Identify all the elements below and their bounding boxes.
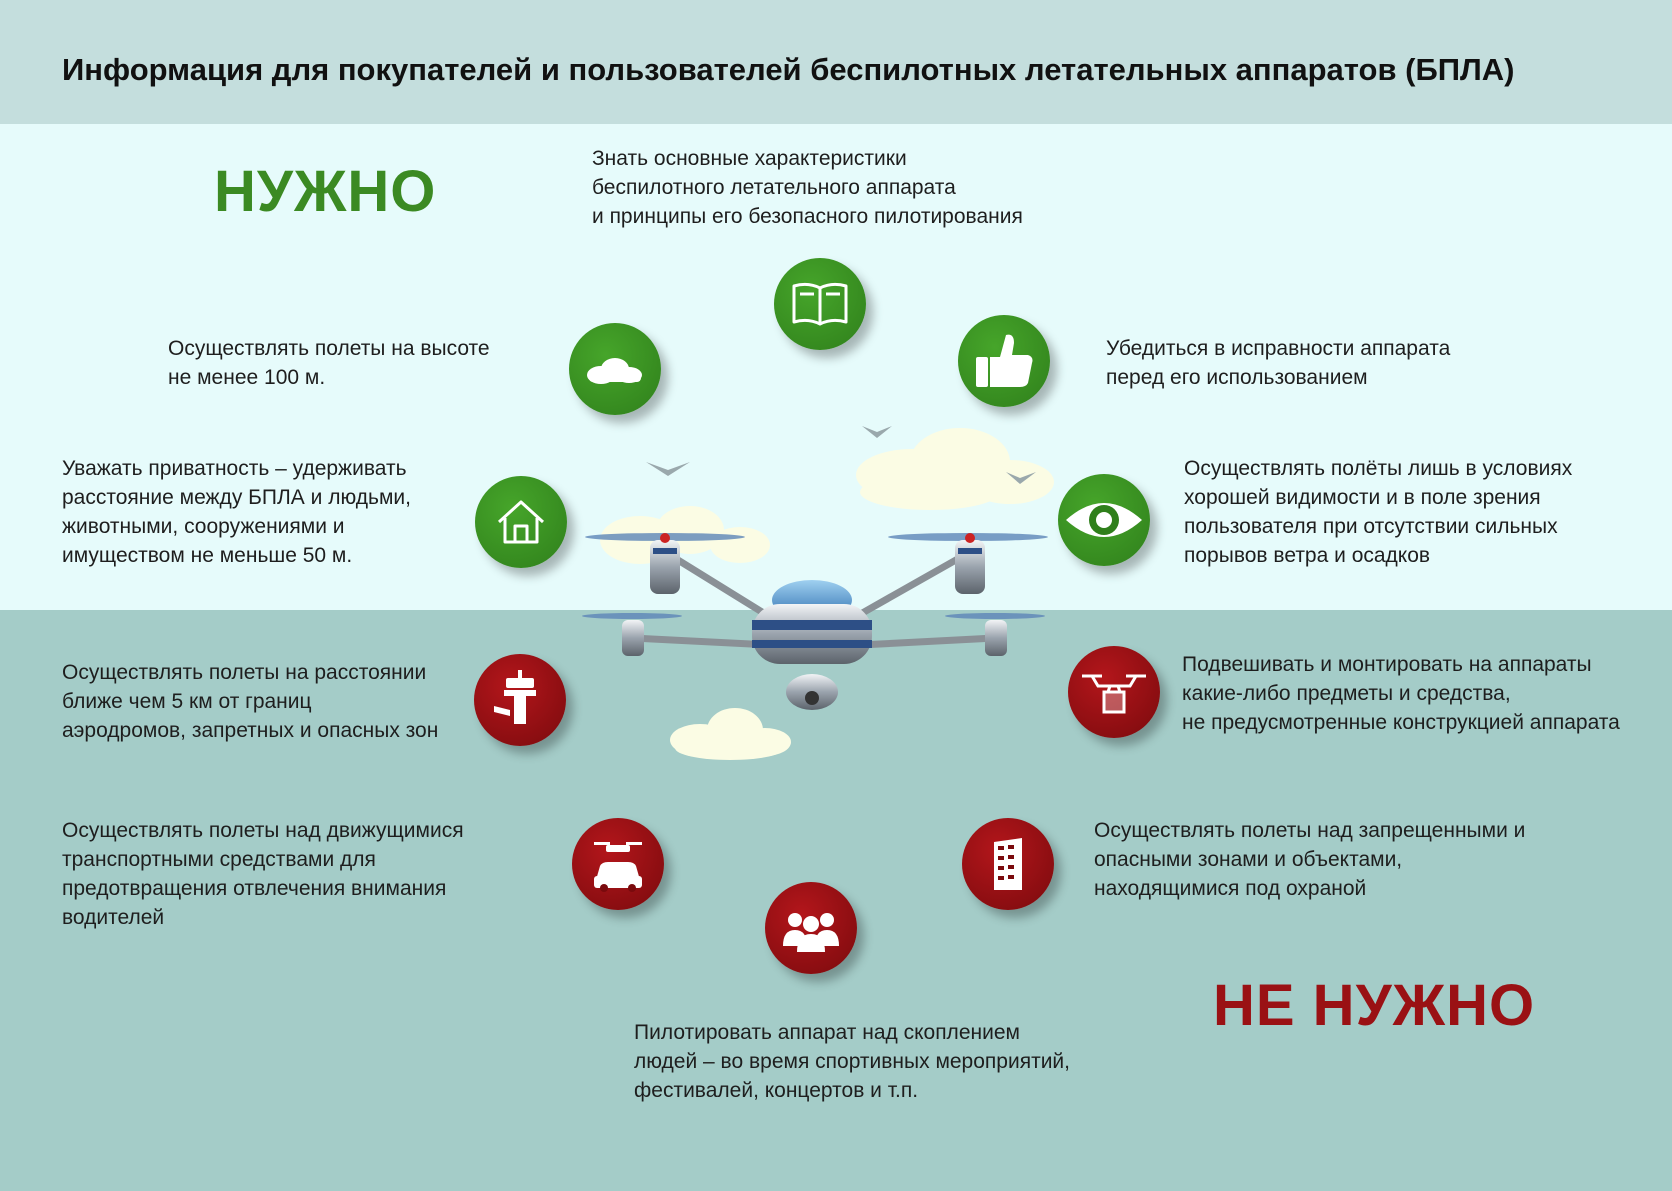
header-band	[0, 0, 1672, 124]
thumbs-up-icon	[958, 315, 1050, 407]
house-icon	[475, 476, 567, 568]
crowd-icon	[765, 882, 857, 974]
not-need-item-airfield-text: Осуществлять полеты на расстоянии ближе чем 5 км от границ аэродромов, запретных и опасных зон	[62, 661, 439, 742]
control-tower-icon	[474, 654, 566, 746]
not-need-item-cargo-text: Подвешивать и монтировать на аппараты какие-либо предметы и средства, не предусмотренные конструкцией аппарата	[1182, 653, 1620, 734]
drone-cargo-icon	[1068, 646, 1160, 738]
not-need-item-restricted-text: Осуществлять полеты над запрещенными и опасными зонами и объектами, находящимися под охраной	[1094, 819, 1526, 900]
page-title: Информация для покупателей и пользователей беспилотных летательных аппаратов (БПЛА)	[62, 52, 1515, 87]
need-item-check-text: Убедиться в исправности аппарата перед его использованием	[1106, 337, 1451, 389]
book-icon	[774, 258, 866, 350]
eye-icon	[1058, 474, 1150, 566]
need-item-visibility-text: Осуществлять полёты лишь в условиях хорошей видимости и в поле зрения пользователя при отсутствии сильных порывов ветра и осадков	[1184, 457, 1573, 567]
not-need-item-vehicles-text: Осуществлять полеты над движущимися транспортными средствами для предотвращения отвлечения внимания водителей	[62, 819, 464, 929]
drone-car-icon	[572, 818, 664, 910]
not-need-heading: НЕ НУЖНО	[1213, 973, 1536, 1038]
building-icon	[962, 818, 1054, 910]
not-need-item-crowd-text: Пилотировать аппарат над скоплением людей – во время спортивных мероприятий, фестивалей, концертов и т.п.	[634, 1021, 1070, 1102]
need-item-altitude-text: Осуществлять полеты на высоте не менее 100 м.	[168, 337, 490, 389]
need-item-privacy-text: Уважать приватность – удерживать расстояние между БПЛА и людьми, животными, сооружениями и имуществом не меньше 50 м.	[62, 457, 411, 567]
cloud-icon	[569, 323, 661, 415]
need-heading: НУЖНО	[214, 159, 437, 224]
need-item-knowledge-text: Знать основные характеристики беспилотного летательного аппарата и принципы его безопасного пилотирования	[592, 147, 1023, 228]
